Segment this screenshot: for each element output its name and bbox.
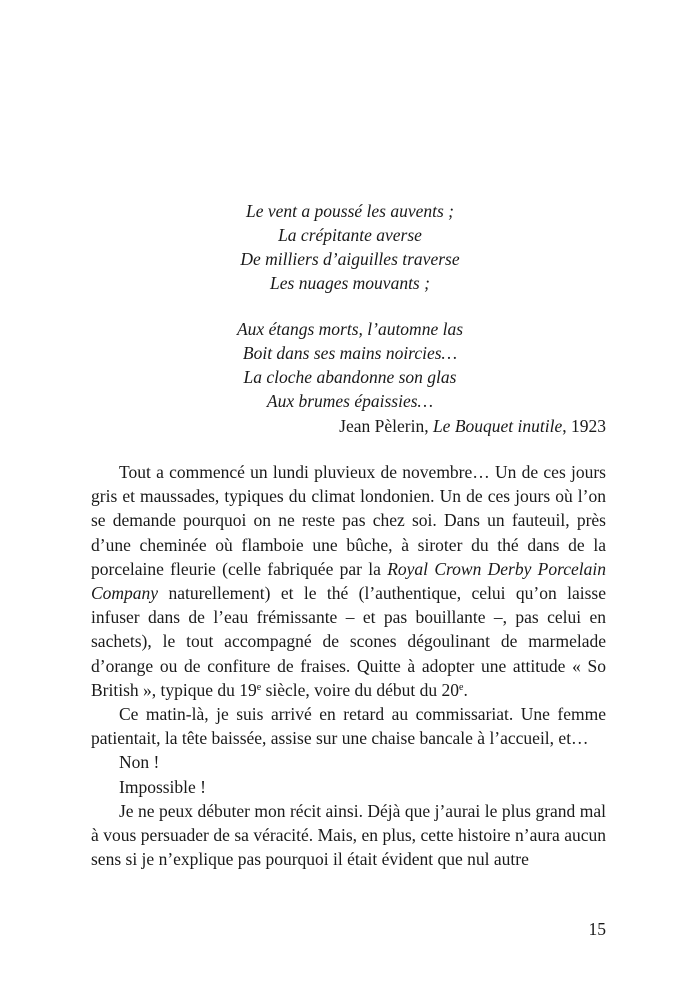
poem-line: Le vent a poussé les auvents ;: [245, 201, 454, 221]
paragraph-3: Non !: [119, 752, 160, 773]
attribution-author: Jean Pèlerin,: [339, 416, 433, 436]
century-superscript: e: [256, 681, 262, 693]
paragraph-4: Impossible !: [119, 776, 207, 797]
paragraph-5: Je ne peux débuter mon récit ainsi. Déjà que j’aurai le plus grand mal à vous persuader de sa véracité. Mais, en plus, cette histoire n’aura aucun sens si je n’explique pas pourquoi il était évident que nul autre: [91, 800, 606, 870]
poem-line: Les nuages mouvants ;: [270, 273, 430, 293]
porcelain-brand-name: Royal Crown Derby Porcelain Company: [91, 558, 607, 604]
poem-line: Aux étangs morts, l’automne las: [236, 319, 464, 339]
poem-line: Boit dans ses mains noircies…: [242, 343, 458, 363]
paragraph-1-text-c: siècle, voire du début du 20: [261, 679, 460, 700]
poem-line: La crépitante averse: [278, 225, 422, 245]
poem-line: Aux brumes épaissies…: [266, 391, 434, 411]
poem-line: De milliers d’aiguilles traverse: [240, 249, 460, 269]
paragraph-1: [91, 460, 606, 702]
paragraph-1-text-a: Tout a commencé un lundi pluvieux de novembre… Un de ces jours gris et maussades, typiques du climat londonien. Un de ces jours où l’on se demande pourquoi on ne reste pas chez soi. Dans un fauteuil, près d’une cheminée où flamboie une bûche, à siroter du thé dans de la porcelaine fleurie (celle fabriquée par la: [91, 462, 606, 579]
attribution-year: , 1923: [562, 416, 606, 436]
poem-stanza-2: [0, 317, 700, 413]
poem-line: La cloche abandonne son glas: [243, 367, 457, 387]
paragraph-2: Ce matin-là, je suis arrivé en retard au commissariat. Une femme patientait, la tête baissée, assise sur une chaise bancale à l’accueil, et…: [91, 704, 606, 749]
paragraph-1-text-b: naturellement) et le thé (l’authentique, celui qu’on laisse infuser dans de l’eau frémissante – et pas bouillante –, pas celui en sachets), le tout accompagné de scones dégoulinant de marmelade d’orange ou de confiture de fraises. Quitte à adopter une attitude « So British », typique du 19: [91, 583, 606, 700]
epigraph-attribution: [0, 414, 606, 438]
poem-stanza-1: [0, 199, 700, 295]
epigraph-poem: [0, 199, 700, 413]
page-number: 15: [588, 919, 606, 939]
century-superscript: e: [459, 681, 464, 693]
chapter-body: [91, 460, 606, 871]
paragraph-1-text-d: .: [463, 679, 468, 700]
attribution-work-title: Le Bouquet inutile: [432, 416, 563, 436]
